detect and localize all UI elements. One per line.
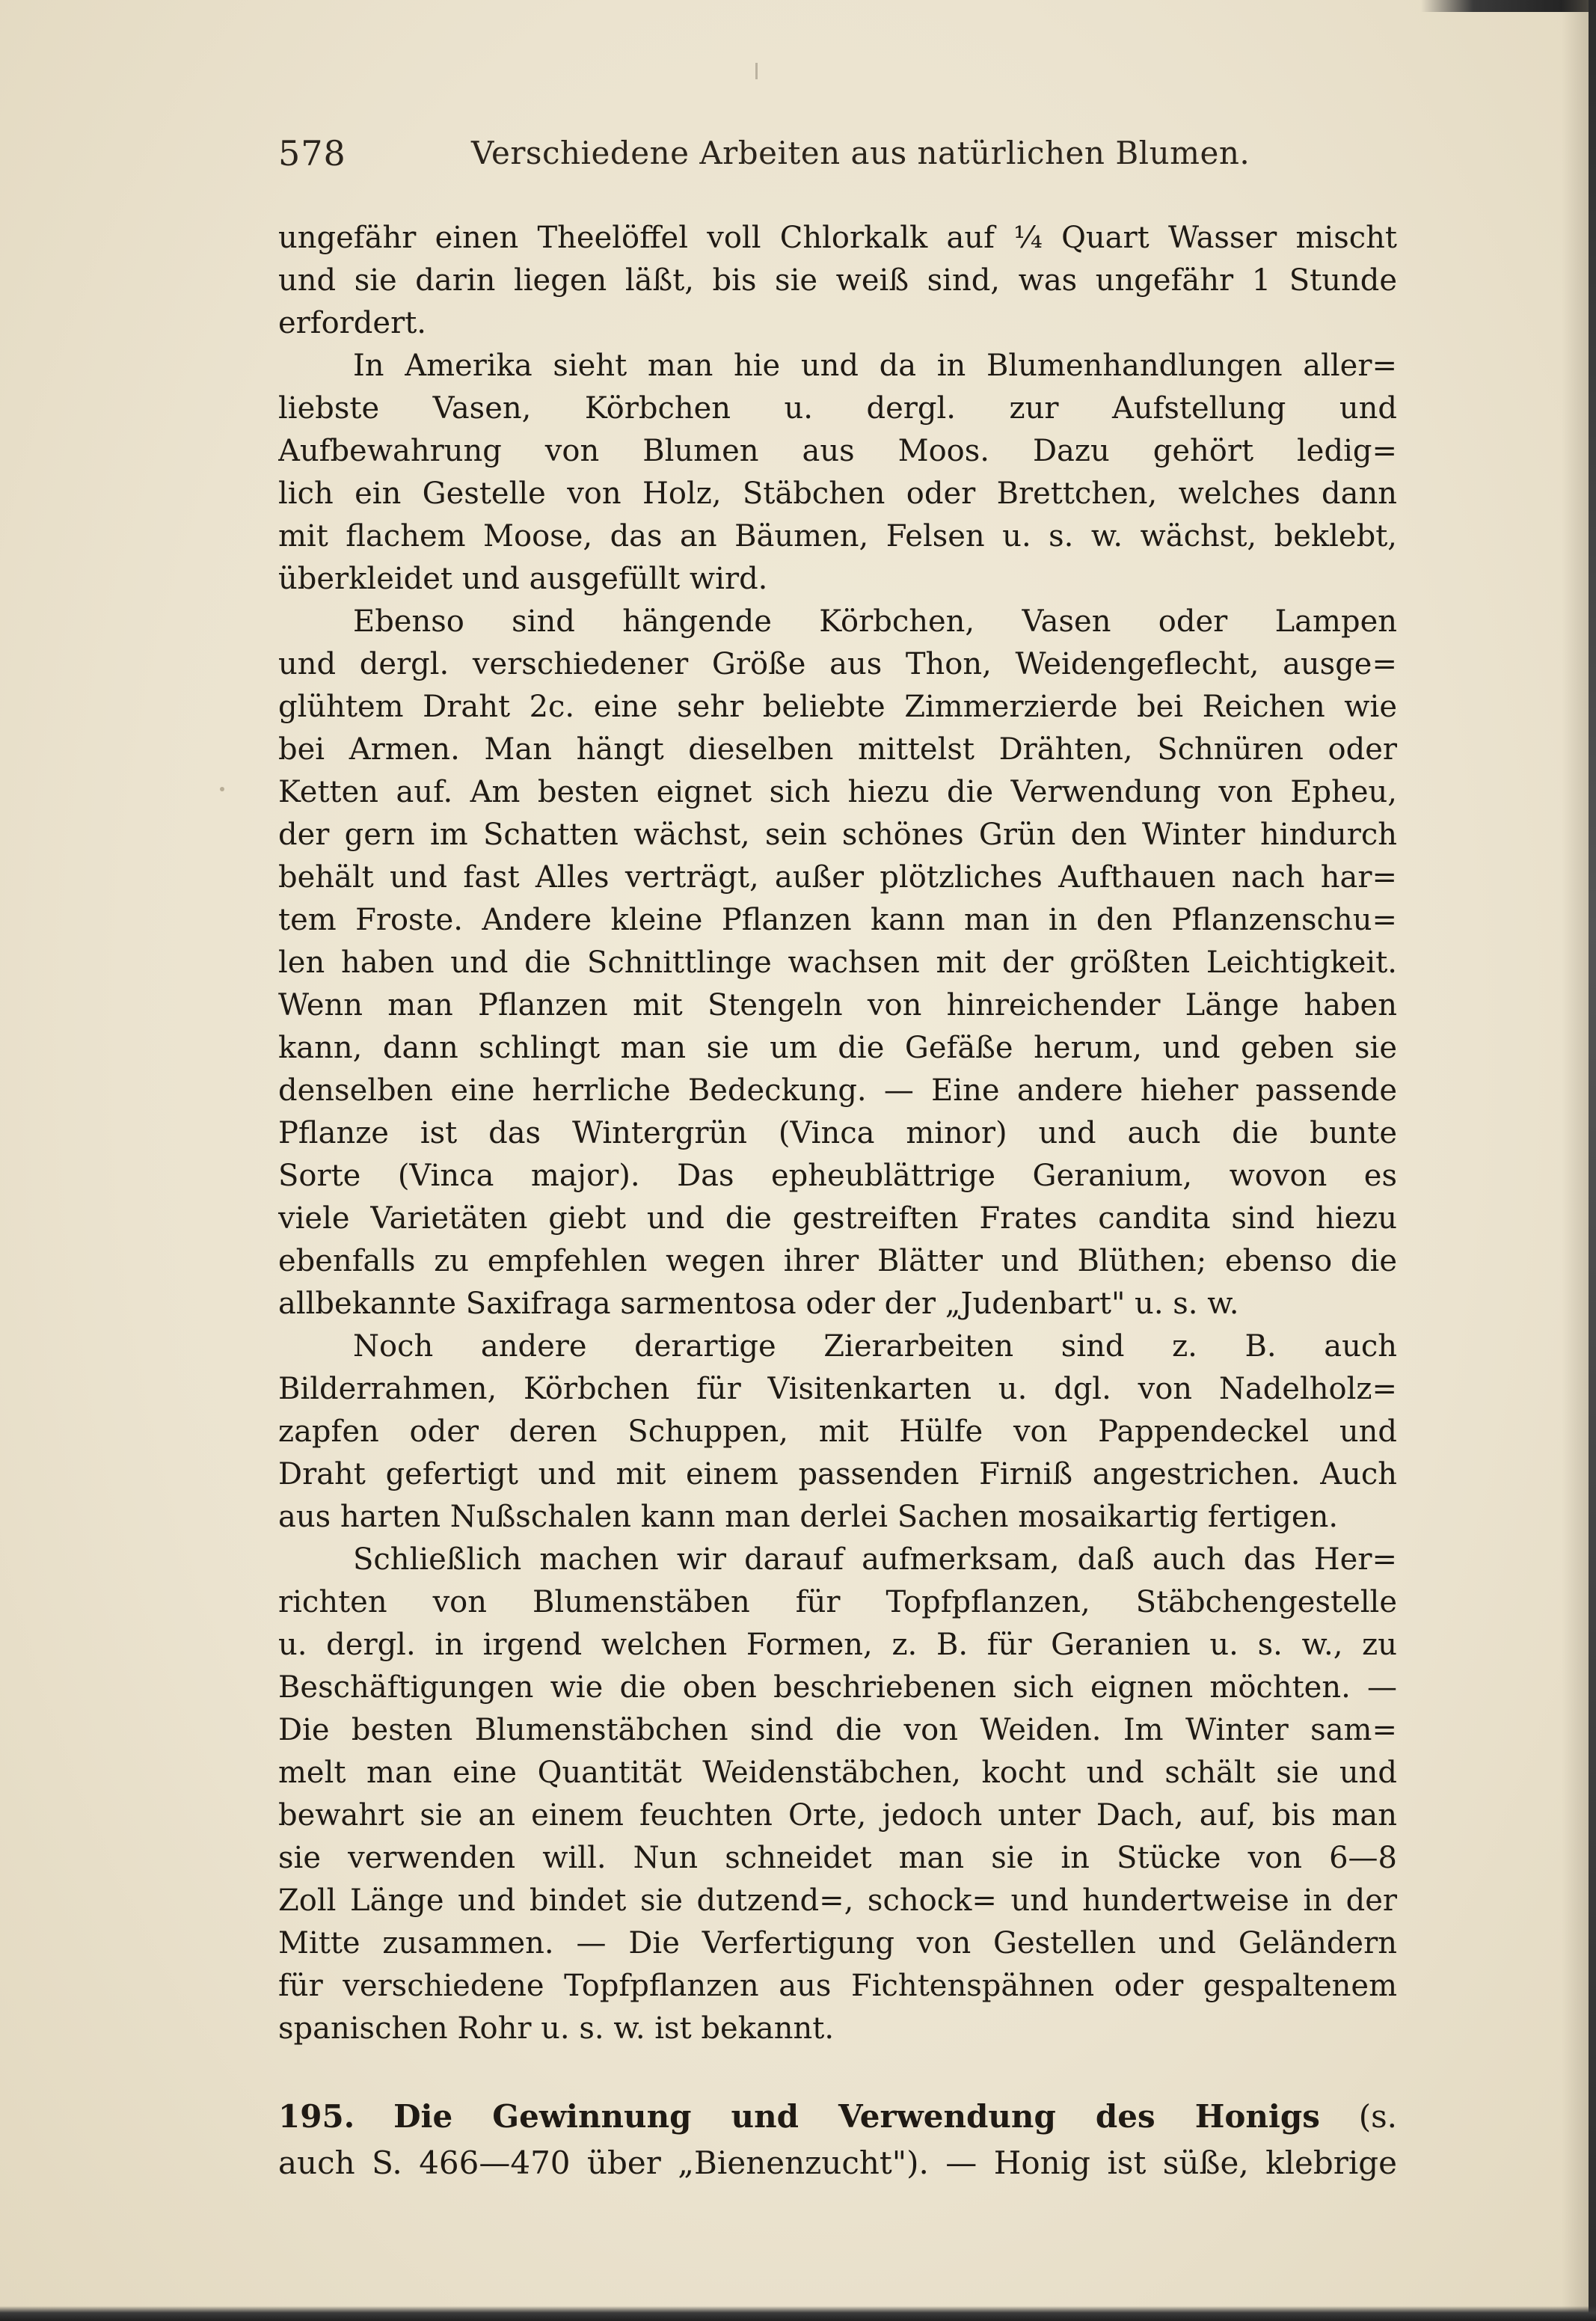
text-line: Pflanze ist das Wintergrün (Vinca minor) und auch die bunte	[278, 1116, 1397, 1150]
text-line: für verschiedene Topfpflanzen aus Fichtenspähnen oder gespaltenem	[278, 1969, 1397, 2003]
text-line: Aufbewahrung von Blumen aus Moos. Dazu gehört ledig=	[278, 434, 1397, 468]
running-head: Verschiedene Arbeiten aus natürlichen Blumen.	[471, 135, 1250, 171]
text-line: der gern im Schatten wächst, sein schönes Grün den Winter hindurch	[278, 818, 1397, 852]
page-gutter-shadow	[1562, 0, 1589, 2321]
stray-mark	[755, 63, 758, 79]
text-line: und sie darin liegen läßt, bis sie weiß sind, was ungefähr 1 Stunde	[278, 263, 1397, 298]
text-line: Ketten auf. Am besten eignet sich hiezu die Verwendung von Epheu,	[278, 775, 1397, 809]
text-line: Draht gefertigt und mit einem passenden Firniß angestrichen. Auch	[278, 1457, 1397, 1491]
margin-speck	[220, 787, 224, 791]
text-line: zapfen oder deren Schuppen, mit Hülfe von Pappendeckel und	[278, 1414, 1397, 1449]
text-line: allbekannte Saxifraga sarmentosa oder der „Judenbart" u. s. w.	[278, 1287, 1239, 1321]
section-number: 195.	[278, 2098, 355, 2135]
text-line: mit flachem Moose, das an Bäumen, Felsen u. s. w. wächst, beklebt,	[278, 519, 1397, 554]
section-heading-line	[278, 2094, 1397, 2140]
text-line: Bilderrahmen, Körbchen für Visitenkarten u. dgl. von Nadelholz=	[278, 1372, 1397, 1406]
page-number: 578	[278, 133, 346, 174]
text-line: Ebenso sind hängende Körbchen, Vasen oder Lampen	[353, 604, 1397, 639]
text-line: kann, dann schlingt man sie um die Gefäße herum, und geben sie	[278, 1031, 1397, 1065]
text-line: Beschäftigungen wie die oben beschriebenen sich eignen möchten. —	[278, 1670, 1397, 1705]
text-line: u. dergl. in irgend welchen Formen, z. B. für Geranien u. s. w., zu	[278, 1628, 1397, 1662]
text-line: ungefähr einen Theelöffel voll Chlorkalk auf ¼ Quart Wasser mischt	[278, 221, 1397, 255]
text-line: sie verwenden will. Nun schneidet man sie in Stücke von 6—8	[278, 1841, 1397, 1875]
text-line: Sorte (Vinca major). Das epheublättrige Geranium, wovon es	[278, 1159, 1397, 1193]
text-line: Wenn man Pflanzen mit Stengeln von hinreichender Länge haben	[278, 988, 1397, 1022]
text-line: viele Varietäten giebt und die gestreiften Frates candita sind hiezu	[278, 1201, 1397, 1236]
text-line: Schließlich machen wir darauf aufmerksam, daß auch das Her=	[353, 1542, 1397, 1577]
section-heading-rest: (s.	[1358, 2098, 1397, 2135]
text-line: und dergl. verschiedener Größe aus Thon, Weidengeflecht, ausge=	[278, 647, 1397, 681]
text-line: erfordert.	[278, 306, 426, 340]
text-line: Mitte zusammen. — Die Verfertigung von Gestellen und Geländern	[278, 1926, 1397, 1960]
text-line: glühtem Draht 2c. eine sehr beliebte Zimmerzierde bei Reichen wie	[278, 690, 1397, 724]
text-line: Zoll Länge und bindet sie dutzend=, schock= und hundertweise in der	[278, 1883, 1397, 1918]
text-line: len haben und die Schnittlinge wachsen mit der größten Leichtigkeit.	[278, 945, 1397, 980]
text-line: spanischen Rohr u. s. w. ist bekannt.	[278, 2011, 835, 2046]
text-line: aus harten Nußschalen kann man derlei Sachen mosaikartig fertigen.	[278, 1500, 1339, 1534]
text-line: behält und fast Alles verträgt, außer plötzliches Aufthauen nach har=	[278, 860, 1397, 895]
scan-edge-bottom	[0, 2306, 1596, 2321]
text-line: In Amerika sieht man hie und da in Blumenhandlungen aller=	[353, 349, 1397, 383]
text-line: ebenfalls zu empfehlen wegen ihrer Blätter und Blüthen; ebenso die	[278, 1244, 1397, 1278]
text-line: bei Armen. Man hängt dieselben mittelst Drähten, Schnüren oder	[278, 732, 1397, 767]
section-continuation-line: auch S. 466—470 über „Bienenzucht"). — Honig ist süße, klebrige	[278, 2144, 1397, 2181]
section-title: Die Gewinnung und Verwendung des Honigs	[393, 2098, 1320, 2135]
body-text	[278, 217, 1397, 2186]
text-line: melt man eine Quantität Weidenstäbchen, kocht und schält sie und	[278, 1756, 1397, 1790]
text-line: überkleidet und ausgefüllt wird.	[278, 562, 768, 596]
text-line: richten von Blumenstäben für Topfpflanzen, Stäbchengestelle	[278, 1585, 1397, 1619]
scan-edge-right	[1589, 0, 1596, 2321]
text-line: denselben eine herrliche Bedeckung. — Eine andere hieher passende	[278, 1073, 1397, 1108]
text-line: tem Froste. Andere kleine Pflanzen kann man in den Pflanzenschu=	[278, 903, 1397, 937]
text-line: bewahrt sie an einem feuchten Orte, jedoch unter Dach, auf, bis man	[278, 1798, 1397, 1833]
text-line: Noch andere derartige Zierarbeiten sind z. B. auch	[353, 1329, 1397, 1364]
page-header	[278, 133, 1400, 178]
text-line: lich ein Gestelle von Holz, Stäbchen oder Brettchen, welches dann	[278, 476, 1397, 511]
text-line: Die besten Blumenstäbchen sind die von Weiden. Im Winter sam=	[278, 1713, 1397, 1747]
text-line: liebste Vasen, Körbchen u. dergl. zur Aufstellung und	[278, 391, 1397, 426]
